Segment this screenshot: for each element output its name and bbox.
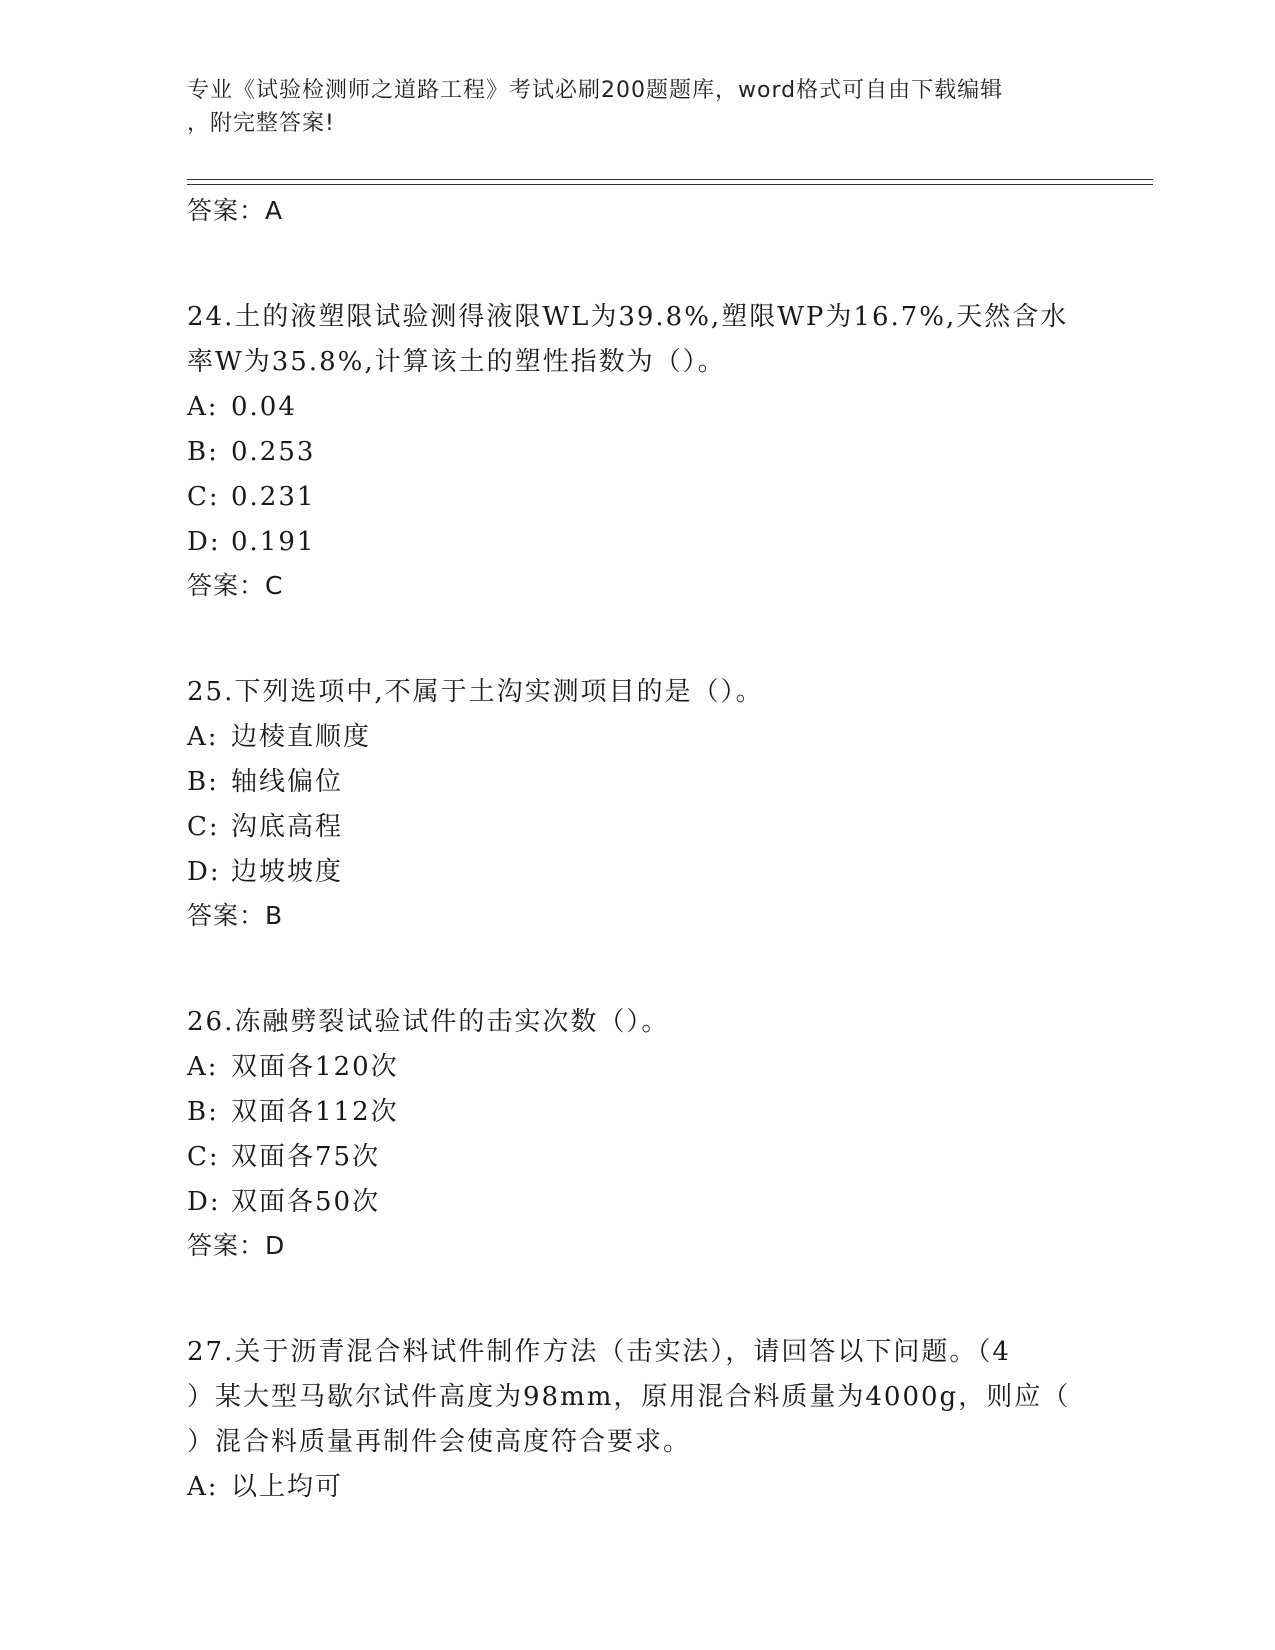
option-letter: A:: [187, 1472, 219, 1502]
option-text: 沟底高程: [231, 812, 344, 842]
option-b: [187, 430, 1087, 475]
option-b: [187, 1090, 1087, 1135]
option-text: 双面各75次: [231, 1142, 381, 1172]
option-text: 0.253: [231, 437, 316, 467]
question-text-line: ）某大型马歇尔试件高度为98mm，原用混合料质量为4000g，则应（: [187, 1382, 1071, 1412]
option-letter: A:: [187, 722, 219, 752]
option-text: 0.191: [231, 527, 316, 557]
option-d: [187, 850, 1087, 895]
option-letter: A:: [187, 392, 219, 422]
option-letter: C:: [187, 482, 220, 512]
option-text: 边坡坡度: [231, 857, 344, 887]
question-text-line: 24.土的液塑限试验测得液限WL为39.8%,塑限WP为16.7%,天然含水: [187, 302, 1069, 332]
option-letter: C:: [187, 812, 220, 842]
option-c: [187, 805, 1087, 850]
question-list: [187, 190, 1087, 1510]
option-letter: B:: [187, 437, 219, 467]
document-header: [187, 74, 1067, 140]
option-text: 轴线偏位: [231, 767, 344, 797]
question-text-line: 26.冻融劈裂试验试件的击实次数（）。: [187, 1007, 670, 1037]
question-answer: 答案：D: [187, 1231, 286, 1260]
option-a: [187, 385, 1087, 430]
question-text-line: 率W为35.8%,计算该土的塑性指数为（）。: [187, 347, 726, 377]
option-a: [187, 715, 1087, 760]
previous-answer: 答案：A: [187, 196, 284, 225]
option-text: 双面各112次: [231, 1097, 399, 1127]
option-c: [187, 1135, 1087, 1180]
option-text: 0.231: [231, 482, 316, 512]
option-letter: D:: [187, 1187, 221, 1217]
question-24: [187, 295, 1087, 602]
question-26: [187, 1000, 1087, 1262]
option-a: [187, 1465, 1087, 1510]
question-text-line: 27.关于沥青混合料试件制作方法（击实法），请回答以下问题。（4: [187, 1337, 1011, 1367]
option-text: 以上均可: [231, 1472, 344, 1502]
option-c: [187, 475, 1087, 520]
option-letter: D:: [187, 527, 221, 557]
question-text-line: ）混合料质量再制件会使高度符合要求。: [187, 1427, 692, 1457]
header-line-1: 专业《试验检测师之道路工程》考试必刷200题题库，word格式可自由下载编辑: [187, 78, 1004, 103]
option-text: 双面各50次: [231, 1187, 381, 1217]
option-letter: A:: [187, 1052, 219, 1082]
option-d: [187, 1180, 1087, 1225]
option-b: [187, 760, 1087, 805]
header-divider-top: [187, 179, 1153, 180]
option-text: 双面各120次: [231, 1052, 399, 1082]
question-answer: 答案：C: [187, 571, 284, 600]
option-letter: B:: [187, 767, 219, 797]
question-27: [187, 1330, 1087, 1510]
option-d: [187, 520, 1087, 565]
option-text: 边棱直顺度: [231, 722, 372, 752]
question-25: [187, 670, 1087, 932]
option-text: 0.04: [231, 392, 297, 422]
option-a: [187, 1045, 1087, 1090]
header-line-2: ，附完整答案!: [187, 111, 335, 136]
question-answer: 答案：B: [187, 901, 284, 930]
question-text-line: 25.下列选项中,不属于土沟实测项目的是（）。: [187, 677, 764, 707]
option-letter: D:: [187, 857, 221, 887]
option-letter: B:: [187, 1097, 219, 1127]
header-divider-bottom: [187, 184, 1153, 185]
option-letter: C:: [187, 1142, 220, 1172]
